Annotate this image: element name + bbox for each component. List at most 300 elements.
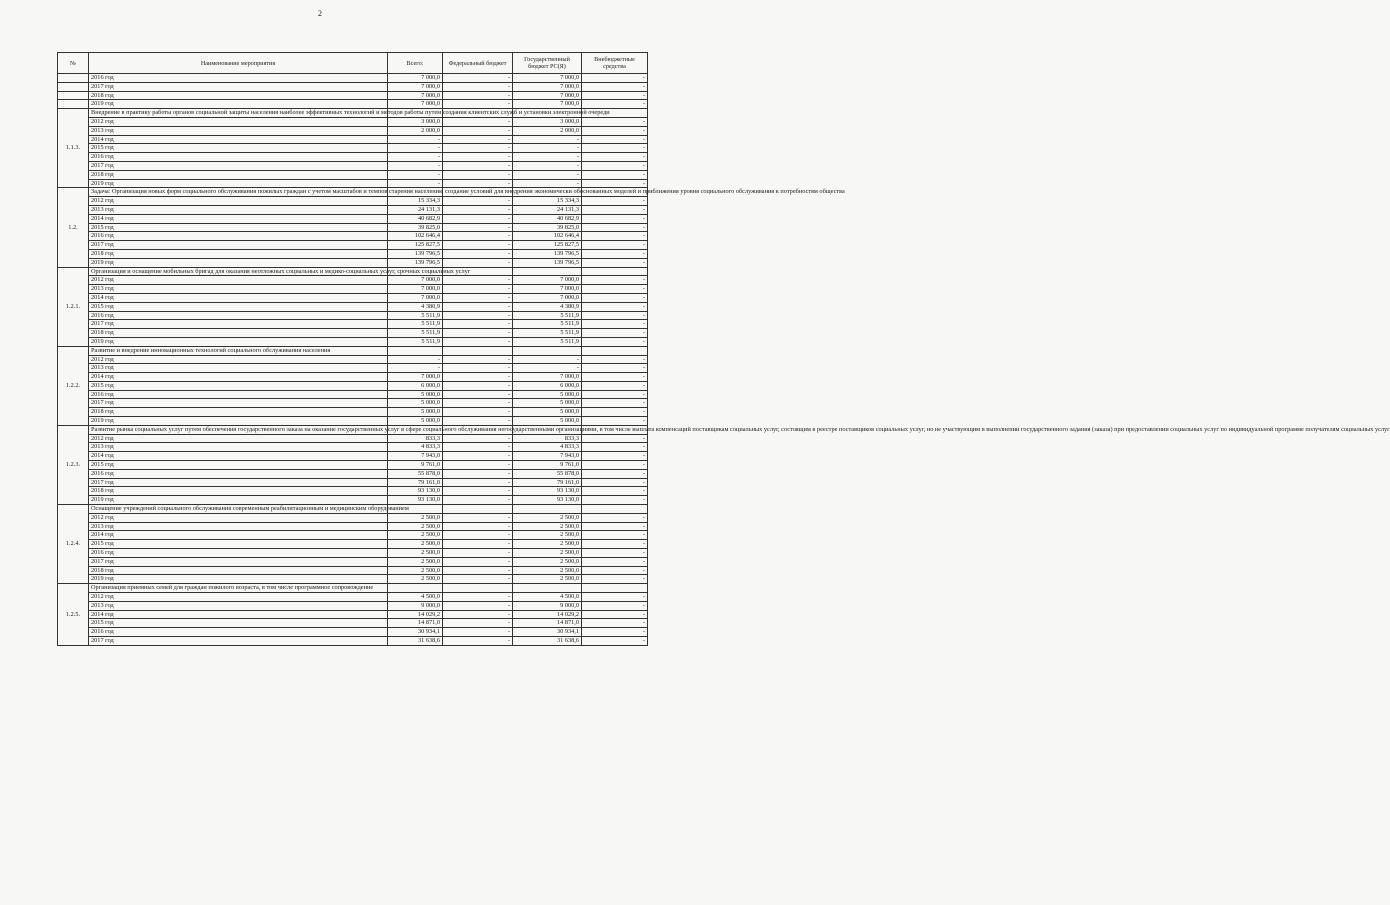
extra-value: - (582, 135, 648, 144)
regional-value: 40 682,9 (513, 214, 582, 223)
total-value: 93 130,0 (388, 496, 443, 505)
table-row (58, 522, 648, 531)
federal-value: - (443, 390, 513, 399)
federal-value: - (443, 469, 513, 478)
federal-value: - (443, 408, 513, 417)
total-value: 7 000,0 (388, 82, 443, 91)
federal-value: - (443, 320, 513, 329)
year-label: 2016 год (89, 232, 388, 241)
table-row (58, 241, 648, 250)
year-label: 2016 год (89, 153, 388, 162)
regional-value: 7 000,0 (513, 276, 582, 285)
section-row (58, 109, 648, 118)
regional-value: 15 334,3 (513, 197, 582, 206)
total-value: 7 000,0 (388, 293, 443, 302)
regional-value: 79 161,0 (513, 478, 582, 487)
year-label: 2015 год (89, 619, 388, 628)
federal-value: - (443, 566, 513, 575)
table-row (58, 628, 648, 637)
regional-value: - (513, 364, 582, 373)
empty-cell (582, 584, 648, 593)
federal-value: - (443, 258, 513, 267)
federal-value: - (443, 293, 513, 302)
table-row (58, 285, 648, 294)
extra-value: - (582, 293, 648, 302)
row-number-cell (58, 74, 89, 83)
total-value: 5 511,9 (388, 329, 443, 338)
extra-value: - (582, 144, 648, 153)
total-value: 4 380,9 (388, 302, 443, 311)
year-label: 2018 год (89, 91, 388, 100)
regional-value: 93 130,0 (513, 496, 582, 505)
section-description: Развитие и внедрение инновационных технологий социального обслуживания населения (89, 346, 388, 355)
total-value: 4 833,3 (388, 443, 443, 452)
empty-cell (443, 584, 513, 593)
empty-cell (443, 505, 513, 514)
regional-value: 2 500,0 (513, 540, 582, 549)
table-row (58, 82, 648, 91)
total-value: 2 000,0 (388, 126, 443, 135)
extra-value: - (582, 82, 648, 91)
federal-value: - (443, 593, 513, 602)
page-number: 2 (318, 9, 322, 18)
regional-value: 2 500,0 (513, 566, 582, 575)
total-value: 24 131,3 (388, 205, 443, 214)
total-value: - (388, 355, 443, 364)
regional-value: 7 943,0 (513, 452, 582, 461)
extra-value: - (582, 619, 648, 628)
year-label: 2014 год (89, 531, 388, 540)
regional-value: - (513, 144, 582, 153)
table-row (58, 373, 648, 382)
table-row (58, 100, 648, 109)
federal-value: - (443, 170, 513, 179)
regional-value: - (513, 135, 582, 144)
extra-value: - (582, 381, 648, 390)
extra-value: - (582, 610, 648, 619)
extra-value: - (582, 469, 648, 478)
federal-value: - (443, 373, 513, 382)
regional-value: 5 511,9 (513, 329, 582, 338)
table-row (58, 557, 648, 566)
funding-table (57, 52, 1390, 646)
regional-value: 39 825,0 (513, 223, 582, 232)
regional-value: 5 511,9 (513, 311, 582, 320)
year-label: 2015 год (89, 381, 388, 390)
year-label: 2019 год (89, 575, 388, 584)
federal-value: - (443, 311, 513, 320)
year-label: 2018 год (89, 249, 388, 258)
total-value: 2 500,0 (388, 566, 443, 575)
table-row (58, 329, 648, 338)
extra-value: - (582, 637, 648, 646)
table-row (58, 478, 648, 487)
federal-value: - (443, 329, 513, 338)
table-row (58, 249, 648, 258)
table-row (58, 258, 648, 267)
total-value: 7 000,0 (388, 74, 443, 83)
table-row (58, 408, 648, 417)
table-row (58, 566, 648, 575)
regional-value: 7 000,0 (513, 91, 582, 100)
federal-value: - (443, 601, 513, 610)
regional-value: 30 934,1 (513, 628, 582, 637)
table-row (58, 311, 648, 320)
regional-value: 14 029,2 (513, 610, 582, 619)
header-federal: Федеральный бюджет (443, 53, 513, 74)
federal-value: - (443, 364, 513, 373)
federal-value: - (443, 135, 513, 144)
extra-value: - (582, 549, 648, 558)
total-value: 31 638,6 (388, 637, 443, 646)
federal-value: - (443, 478, 513, 487)
federal-value: - (443, 417, 513, 426)
federal-value: - (443, 197, 513, 206)
year-label: 2014 год (89, 452, 388, 461)
federal-value: - (443, 285, 513, 294)
year-label: 2018 год (89, 566, 388, 575)
total-value: - (388, 364, 443, 373)
federal-value: - (443, 531, 513, 540)
year-label: 2016 год (89, 74, 388, 83)
regional-value: 2 500,0 (513, 557, 582, 566)
total-value: - (388, 153, 443, 162)
extra-value: - (582, 399, 648, 408)
table-row (58, 487, 648, 496)
year-label: 2012 год (89, 117, 388, 126)
empty-cell (513, 505, 582, 514)
extra-value: - (582, 100, 648, 109)
total-value: 2 500,0 (388, 549, 443, 558)
total-value: 2 500,0 (388, 531, 443, 540)
extra-value: - (582, 593, 648, 602)
table-row (58, 417, 648, 426)
table-row (58, 205, 648, 214)
table-row (58, 337, 648, 346)
year-label: 2017 год (89, 241, 388, 250)
extra-value: - (582, 91, 648, 100)
table-row (58, 293, 648, 302)
total-value: 93 130,0 (388, 487, 443, 496)
federal-value: - (443, 381, 513, 390)
total-value: 5 511,9 (388, 311, 443, 320)
total-value: 40 682,9 (388, 214, 443, 223)
federal-value: - (443, 610, 513, 619)
year-label: 2013 год (89, 364, 388, 373)
section-description: Оснащение учреждений социального обслуживания современным реабилитационным и медицинским оборудованием (89, 505, 388, 514)
total-value: 7 943,0 (388, 452, 443, 461)
regional-value: 9 761,0 (513, 461, 582, 470)
regional-value: 833,3 (513, 434, 582, 443)
regional-value: 4 500,0 (513, 593, 582, 602)
table-row (58, 434, 648, 443)
table-row (58, 197, 648, 206)
table-row (58, 355, 648, 364)
table-row (58, 637, 648, 646)
section-number: 1.2.1. (58, 267, 89, 346)
table-row (58, 381, 648, 390)
federal-value: - (443, 100, 513, 109)
year-label: 2016 год (89, 469, 388, 478)
table-row (58, 496, 648, 505)
section-description: Организация приемных семей для граждан пожилого возраста, в том числе программное сопровождение (89, 584, 388, 593)
extra-value: - (582, 205, 648, 214)
extra-value: - (582, 302, 648, 311)
table-row (58, 601, 648, 610)
table-row (58, 575, 648, 584)
extra-value: - (582, 443, 648, 452)
regional-value: 2 500,0 (513, 522, 582, 531)
federal-value: - (443, 126, 513, 135)
federal-value: - (443, 161, 513, 170)
federal-value: - (443, 91, 513, 100)
year-label: 2017 год (89, 82, 388, 91)
year-label: 2015 год (89, 461, 388, 470)
table-row (58, 179, 648, 188)
empty-cell (582, 267, 648, 276)
section-number: 1.2.5. (58, 584, 89, 646)
federal-value: - (443, 522, 513, 531)
regional-value: 4 833,3 (513, 443, 582, 452)
federal-value: - (443, 628, 513, 637)
total-value: 5 000,0 (388, 417, 443, 426)
extra-value: - (582, 355, 648, 364)
extra-value: - (582, 452, 648, 461)
regional-value: 139 796,5 (513, 258, 582, 267)
row-number-cell (58, 100, 89, 109)
regional-value: 7 000,0 (513, 82, 582, 91)
section-row (58, 584, 648, 593)
federal-value: - (443, 461, 513, 470)
regional-value: 14 871,0 (513, 619, 582, 628)
regional-value: 139 796,5 (513, 249, 582, 258)
table-row (58, 302, 648, 311)
year-label: 2016 год (89, 549, 388, 558)
extra-value: - (582, 513, 648, 522)
regional-value: 5 000,0 (513, 399, 582, 408)
empty-cell (582, 346, 648, 355)
total-value: 2 500,0 (388, 575, 443, 584)
federal-value: - (443, 337, 513, 346)
year-label: 2019 год (89, 179, 388, 188)
regional-value: - (513, 170, 582, 179)
regional-value: 5 000,0 (513, 417, 582, 426)
row-number-cell (58, 82, 89, 91)
extra-value: - (582, 249, 648, 258)
regional-value: 7 000,0 (513, 285, 582, 294)
year-label: 2019 год (89, 100, 388, 109)
table-row (58, 214, 648, 223)
extra-value: - (582, 329, 648, 338)
extra-value: - (582, 161, 648, 170)
table-row (58, 161, 648, 170)
federal-value: - (443, 452, 513, 461)
year-label: 2015 год (89, 302, 388, 311)
empty-cell (443, 346, 513, 355)
year-label: 2016 год (89, 311, 388, 320)
regional-value: - (513, 153, 582, 162)
year-label: 2012 год (89, 197, 388, 206)
table-row (58, 117, 648, 126)
total-value: 7 000,0 (388, 91, 443, 100)
regional-value: 4 380,9 (513, 302, 582, 311)
total-value: 55 878,0 (388, 469, 443, 478)
total-value: 2 500,0 (388, 522, 443, 531)
extra-value: - (582, 179, 648, 188)
year-label: 2017 год (89, 320, 388, 329)
year-label: 2012 год (89, 513, 388, 522)
extra-value: - (582, 126, 648, 135)
extra-value: - (582, 320, 648, 329)
regional-value: 5 000,0 (513, 390, 582, 399)
regional-value: 2 500,0 (513, 531, 582, 540)
total-value: 139 796,5 (388, 258, 443, 267)
year-label: 2012 год (89, 276, 388, 285)
extra-value: - (582, 153, 648, 162)
extra-value: - (582, 628, 648, 637)
federal-value: - (443, 399, 513, 408)
total-value: 6 000,0 (388, 381, 443, 390)
total-value: - (388, 161, 443, 170)
row-number-cell (58, 91, 89, 100)
table-row (58, 223, 648, 232)
table-row (58, 531, 648, 540)
regional-value: 5 511,9 (513, 320, 582, 329)
total-value: 125 827,5 (388, 241, 443, 250)
empty-cell (388, 584, 443, 593)
empty-cell (513, 346, 582, 355)
federal-value: - (443, 302, 513, 311)
table-row (58, 399, 648, 408)
regional-value: 9 000,0 (513, 601, 582, 610)
extra-value: - (582, 170, 648, 179)
extra-value: - (582, 258, 648, 267)
table-body (58, 74, 1390, 646)
regional-value: 125 827,5 (513, 241, 582, 250)
regional-value: 2 500,0 (513, 575, 582, 584)
federal-value: - (443, 179, 513, 188)
federal-value: - (443, 434, 513, 443)
federal-value: - (443, 496, 513, 505)
regional-value: - (513, 179, 582, 188)
federal-value: - (443, 443, 513, 452)
federal-value: - (443, 355, 513, 364)
extra-value: - (582, 575, 648, 584)
year-label: 2013 год (89, 205, 388, 214)
section-number: 1.2.2. (58, 346, 89, 425)
year-label: 2017 год (89, 637, 388, 646)
year-label: 2013 год (89, 126, 388, 135)
year-label: 2017 год (89, 399, 388, 408)
federal-value: - (443, 153, 513, 162)
federal-value: - (443, 487, 513, 496)
year-label: 2013 год (89, 601, 388, 610)
year-label: 2014 год (89, 610, 388, 619)
regional-value: 31 638,6 (513, 637, 582, 646)
regional-value: 5 000,0 (513, 408, 582, 417)
section-row (58, 425, 648, 434)
extra-value: - (582, 487, 648, 496)
regional-value: 3 000,0 (513, 117, 582, 126)
regional-value: - (513, 161, 582, 170)
federal-value: - (443, 575, 513, 584)
extra-value: - (582, 417, 648, 426)
year-label: 2012 год (89, 434, 388, 443)
year-label: 2016 год (89, 628, 388, 637)
total-value: - (388, 170, 443, 179)
table-row (58, 126, 648, 135)
section-row (58, 267, 648, 276)
table-row (58, 513, 648, 522)
header-extra: Внебюджетные средства (582, 53, 648, 74)
federal-value: - (443, 557, 513, 566)
extra-value: - (582, 540, 648, 549)
extra-value: - (582, 74, 648, 83)
extra-value: - (582, 601, 648, 610)
section-description: Задача: Организация новых форм социального обслуживания пожилых граждан с учетом масштабов и темпов старения населения, создание условий для внедрения экономически обоснованных моделей и приближения уровня социального обслуживания к потребностям общества (89, 188, 388, 197)
table-header-row (58, 53, 648, 74)
extra-value: - (582, 408, 648, 417)
empty-cell (388, 346, 443, 355)
extra-value: - (582, 461, 648, 470)
extra-value: - (582, 214, 648, 223)
regional-value: 2 000,0 (513, 126, 582, 135)
year-label: 2015 год (89, 540, 388, 549)
year-label: 2012 год (89, 593, 388, 602)
table-row (58, 452, 648, 461)
table-row (58, 390, 648, 399)
year-label: 2013 год (89, 285, 388, 294)
extra-value: - (582, 117, 648, 126)
year-label: 2017 год (89, 478, 388, 487)
federal-value: - (443, 276, 513, 285)
federal-value: - (443, 513, 513, 522)
table-row (58, 364, 648, 373)
federal-value: - (443, 214, 513, 223)
total-value: 5 511,9 (388, 320, 443, 329)
year-label: 2018 год (89, 329, 388, 338)
federal-value: - (443, 223, 513, 232)
federal-value: - (443, 144, 513, 153)
total-value: 5 000,0 (388, 399, 443, 408)
year-label: 2018 год (89, 408, 388, 417)
regional-value: 6 000,0 (513, 381, 582, 390)
year-label: 2019 год (89, 258, 388, 267)
year-label: 2019 год (89, 496, 388, 505)
table-row (58, 461, 648, 470)
total-value: 4 500,0 (388, 593, 443, 602)
total-value: 7 000,0 (388, 285, 443, 294)
table-row (58, 619, 648, 628)
header-name: Наименование мероприятия (89, 53, 388, 74)
total-value: 2 500,0 (388, 513, 443, 522)
total-value: 3 000,0 (388, 117, 443, 126)
regional-value: 5 511,9 (513, 337, 582, 346)
federal-value: - (443, 205, 513, 214)
table-row (58, 320, 648, 329)
regional-value: 7 000,0 (513, 293, 582, 302)
total-value: 139 796,5 (388, 249, 443, 258)
federal-value: - (443, 74, 513, 83)
regional-value: 24 131,3 (513, 205, 582, 214)
total-value: 7 000,0 (388, 276, 443, 285)
table-row (58, 170, 648, 179)
header-total: Всего: (388, 53, 443, 74)
total-value: 7 000,0 (388, 100, 443, 109)
table-row (58, 153, 648, 162)
total-value: 79 161,0 (388, 478, 443, 487)
year-label: 2019 год (89, 337, 388, 346)
